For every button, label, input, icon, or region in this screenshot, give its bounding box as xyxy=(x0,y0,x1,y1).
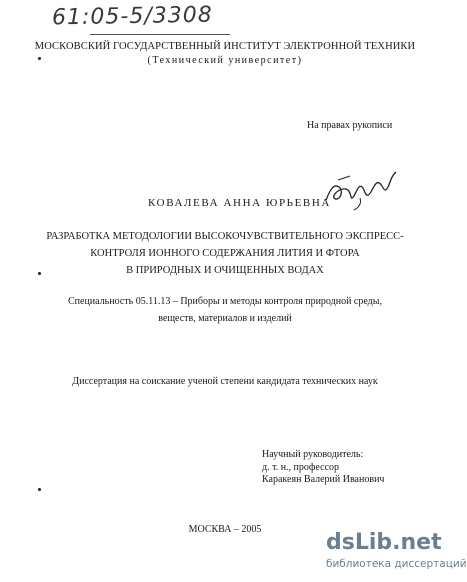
scan-dot xyxy=(38,57,41,60)
dissertation-title xyxy=(0,228,450,279)
watermark-subtitle: библиотека диссертаций xyxy=(326,558,467,570)
degree-statement: Диссертация на соискание ученой степени кандидата технических наук xyxy=(72,376,378,387)
institute-subtitle: (Технический университет) xyxy=(147,55,303,66)
supervisor-heading: Научный руководитель: xyxy=(262,449,364,460)
author-name: КОВАЛЕВА АННА ЮРЬЕВНА xyxy=(148,197,331,209)
stamp-underline xyxy=(90,34,230,35)
watermark-logo: dsLib.net xyxy=(326,530,442,555)
title-line: РАЗРАБОТКА МЕТОДОЛОГИИ ВЫСОКОЧУВСТВИТЕЛЬНОГО ЭКСПРЕСС- xyxy=(46,231,404,242)
institute-name: МОСКОВСКИЙ ГОСУДАРСТВЕННЫЙ ИНСТИТУТ ЭЛЕКТРОННОЙ ТЕХНИКИ xyxy=(34,41,416,52)
handwritten-signature xyxy=(320,168,400,212)
supervisor-degree: д. т. н., профессор xyxy=(262,461,339,473)
manuscript-rights-note: На правах рукописи xyxy=(307,120,393,131)
title-line: В ПРИРОДНЫХ И ОЧИЩЕННЫХ ВОДАХ xyxy=(126,265,324,276)
supervisor-name: Каракеян Валерий Иванович xyxy=(262,474,385,485)
archive-stamp-number: 61:05-5/3308 xyxy=(51,2,213,31)
scan-dot xyxy=(38,488,41,491)
specialty-line: веществ, материалов и изделий xyxy=(158,313,292,324)
supervisor-block xyxy=(262,449,384,487)
specialty-block xyxy=(0,293,450,327)
city-year: МОСКВА – 2005 xyxy=(188,524,262,535)
site-watermark xyxy=(320,530,467,582)
specialty-line: Специальность 05.11.13 – Приборы и методы контроля природной среды, xyxy=(67,296,382,307)
title-line: КОНТРОЛЯ ИОННОГО СОДЕРЖАНИЯ ЛИТИЯ И ФТОРА xyxy=(90,248,360,259)
